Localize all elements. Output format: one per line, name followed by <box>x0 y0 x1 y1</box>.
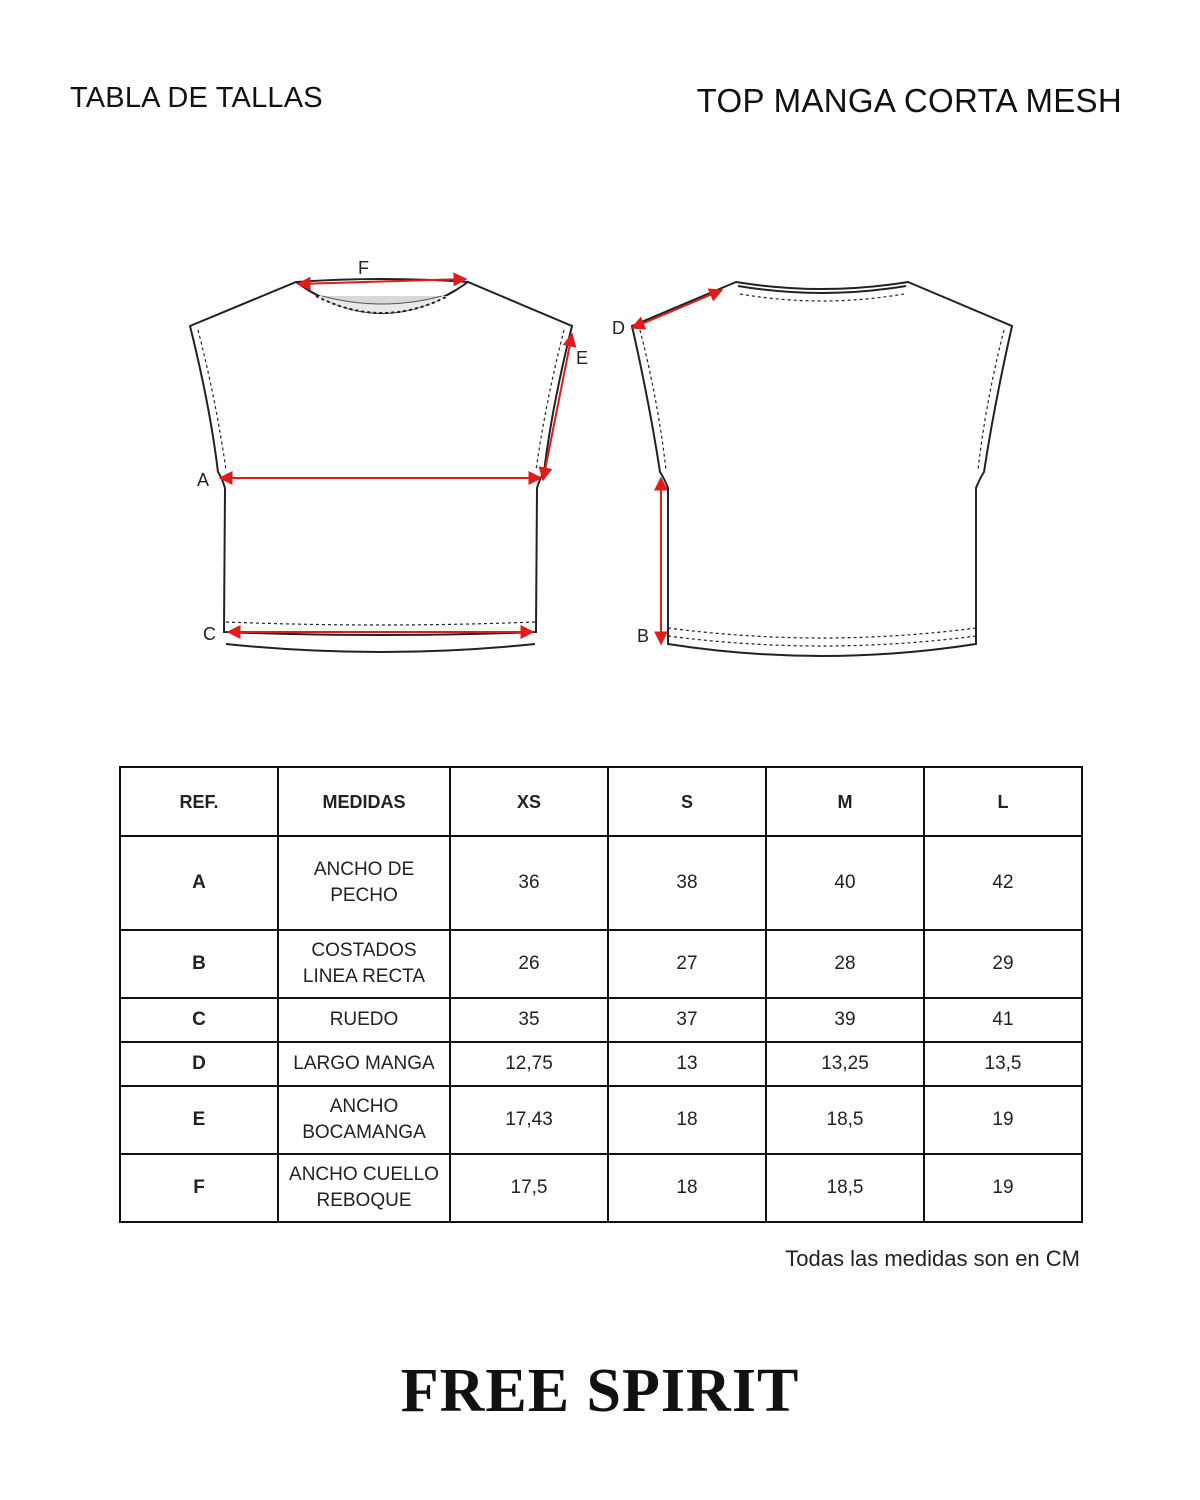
header-l: L <box>924 767 1082 836</box>
size-chart-title: TABLA DE TALLAS <box>70 82 323 114</box>
cell-m: 18,5 <box>766 1154 924 1222</box>
label-b: B <box>637 626 650 646</box>
label-e: E <box>576 348 589 368</box>
label-d: D <box>612 318 625 338</box>
brand-logo: FREE SPIRIT <box>400 1357 800 1425</box>
garment-diagram <box>0 240 1200 680</box>
row-ref: C <box>120 998 278 1042</box>
row-ref: A <box>120 836 278 930</box>
table-header-row <box>120 767 1082 836</box>
size-table <box>119 766 1083 1223</box>
cell-s: 38 <box>608 836 766 930</box>
header-ref: REF. <box>120 767 278 836</box>
row-measure: ANCHO CUELLO REBOQUE <box>278 1154 450 1222</box>
cell-l: 19 <box>924 1086 1082 1154</box>
row-measure: RUEDO <box>278 998 450 1042</box>
cell-l: 13,5 <box>924 1042 1082 1086</box>
table-row <box>120 1042 1082 1086</box>
cell-xs: 12,75 <box>450 1042 608 1086</box>
units-note: Todas las medidas son en CM <box>785 1246 1080 1271</box>
front-view <box>190 279 572 652</box>
cell-l: 42 <box>924 836 1082 930</box>
cell-l: 29 <box>924 930 1082 998</box>
cell-s: 18 <box>608 1086 766 1154</box>
table-row <box>120 930 1082 998</box>
cell-xs: 17,5 <box>450 1154 608 1222</box>
label-c: C <box>203 624 216 644</box>
table-row <box>120 836 1082 930</box>
table-row <box>120 998 1082 1042</box>
row-ref: E <box>120 1086 278 1154</box>
cell-s: 18 <box>608 1154 766 1222</box>
cell-l: 41 <box>924 998 1082 1042</box>
cell-m: 18,5 <box>766 1086 924 1154</box>
label-f: F <box>358 258 369 278</box>
row-ref: F <box>120 1154 278 1222</box>
table-row <box>120 1086 1082 1154</box>
cell-m: 28 <box>766 930 924 998</box>
cell-xs: 26 <box>450 930 608 998</box>
row-ref: B <box>120 930 278 998</box>
cell-xs: 36 <box>450 836 608 930</box>
row-ref: D <box>120 1042 278 1086</box>
row-measure: ANCHO BOCAMANGA <box>278 1086 450 1154</box>
cell-l: 19 <box>924 1154 1082 1222</box>
row-measure: ANCHO DE PECHO <box>278 836 450 930</box>
label-a: A <box>197 470 210 490</box>
cell-m: 39 <box>766 998 924 1042</box>
cell-m: 13,25 <box>766 1042 924 1086</box>
header-m: M <box>766 767 924 836</box>
table-row <box>120 1154 1082 1222</box>
header-medidas: MEDIDAS <box>278 767 450 836</box>
row-measure: COSTADOS LINEA RECTA <box>278 930 450 998</box>
cell-s: 27 <box>608 930 766 998</box>
header-xs: XS <box>450 767 608 836</box>
cell-s: 37 <box>608 998 766 1042</box>
back-view <box>632 282 1012 656</box>
header-s: S <box>608 767 766 836</box>
cell-m: 40 <box>766 836 924 930</box>
cell-xs: 35 <box>450 998 608 1042</box>
product-title: TOP MANGA CORTA MESH <box>696 82 1122 119</box>
cell-xs: 17,43 <box>450 1086 608 1154</box>
cell-s: 13 <box>608 1042 766 1086</box>
row-measure: LARGO MANGA <box>278 1042 450 1086</box>
